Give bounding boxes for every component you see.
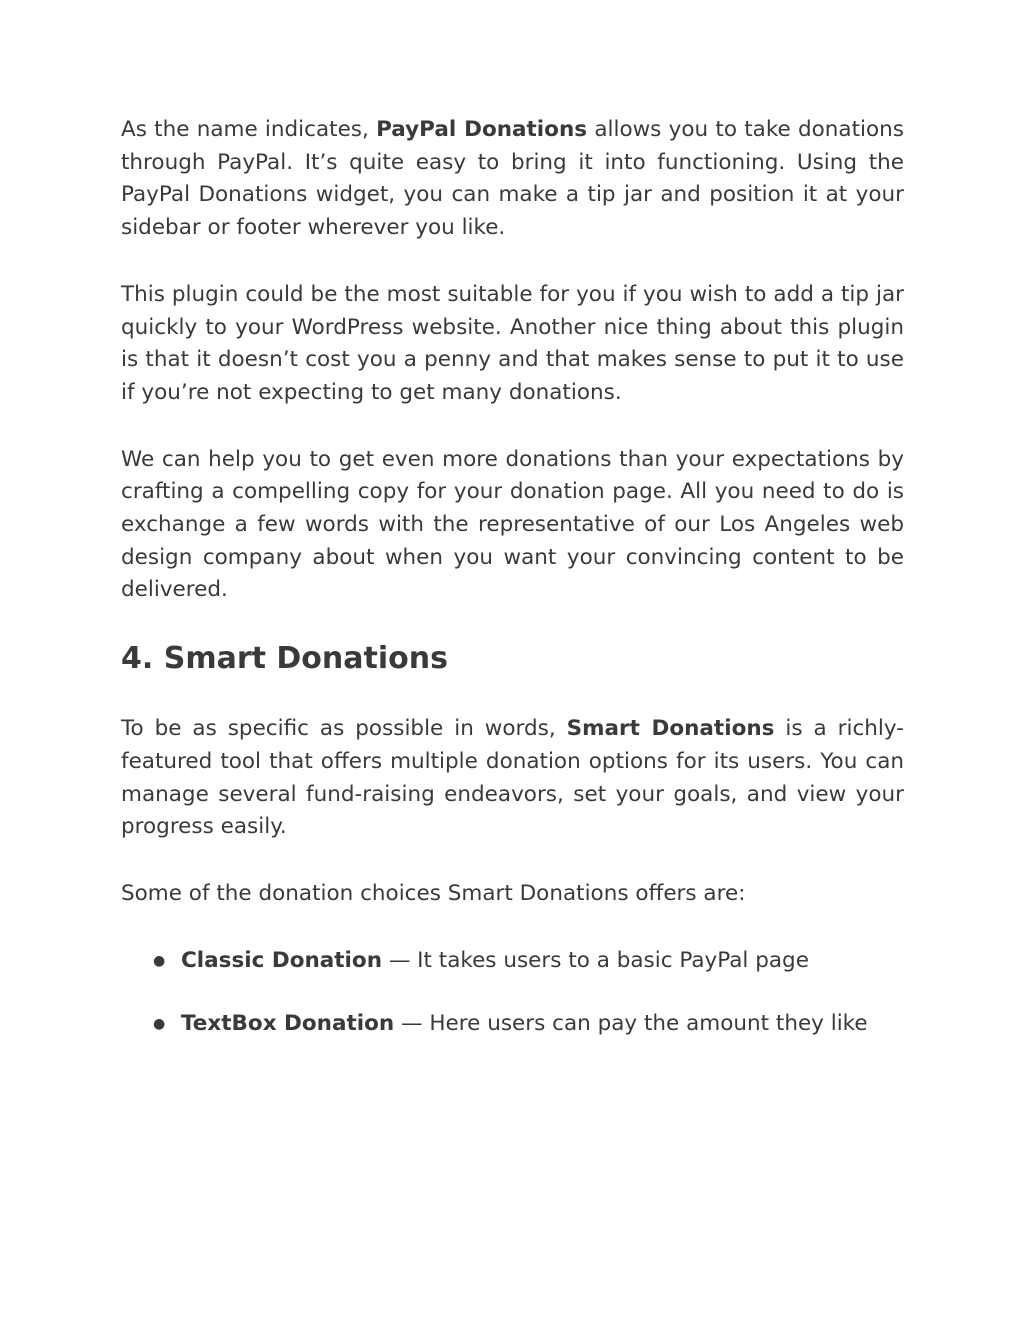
bold-term-paypal-donations: PayPal Donations bbox=[376, 117, 588, 142]
paragraph-text: To be as specific as possible in words, bbox=[121, 716, 567, 742]
bullet-text: — Here users can pay the amount they like bbox=[394, 1011, 868, 1037]
paragraph-plugin-suitability: This plugin could be the most suitable for you if you wish to add a tip jar quickly to your WordPress website. Another nice thing about this plugin is that it doesn’t cost you a penny and that makes sense to put it to use if you’re not expecting to get many donations. bbox=[121, 281, 904, 405]
paragraph-donation-choices-intro: Some of the donation choices Smart Donations offers are: bbox=[121, 880, 746, 906]
section-heading: 4. Smart Donations bbox=[121, 641, 448, 677]
paragraph-web-design-offer: We can help you to get even more donations than your expectations by crafting a compelling copy for your donation page. All you need to do is exchange a few words with the representative of our Los Angeles web design company about when you want your convincing content to be delivered. bbox=[121, 446, 904, 603]
list-item bbox=[121, 1008, 904, 1041]
bold-term-smart-donations: Smart Donations bbox=[566, 716, 775, 742]
paragraph-text: allows you to take donations through PayPal. It’s quite easy to bring it into functioning. Using the PayPal Donations widget, you can make a tip jar and position it at your sidebar or footer wherever you like. bbox=[121, 117, 904, 241]
bullet-icon: ● bbox=[153, 1016, 166, 1033]
paragraph-text: is a richly-featured tool that offers multiple donation options for its users. You can manage several fund-raising endeavors, set your goals, and view your progress easily. bbox=[121, 716, 904, 840]
list-item bbox=[121, 945, 904, 978]
paragraph-smart-donations bbox=[121, 713, 904, 844]
paragraph-text: As the name indicates, bbox=[121, 117, 377, 142]
bullet-bold-term: TextBox Donation bbox=[181, 1011, 395, 1037]
paragraph-paypal-donations bbox=[121, 114, 904, 245]
bullet-text: — It takes users to a basic PayPal page bbox=[382, 947, 809, 973]
bullet-icon: ● bbox=[153, 952, 166, 969]
donation-choices-list bbox=[121, 945, 904, 1041]
bullet-bold-term: Classic Donation bbox=[181, 947, 383, 973]
document-page bbox=[121, 114, 904, 1072]
